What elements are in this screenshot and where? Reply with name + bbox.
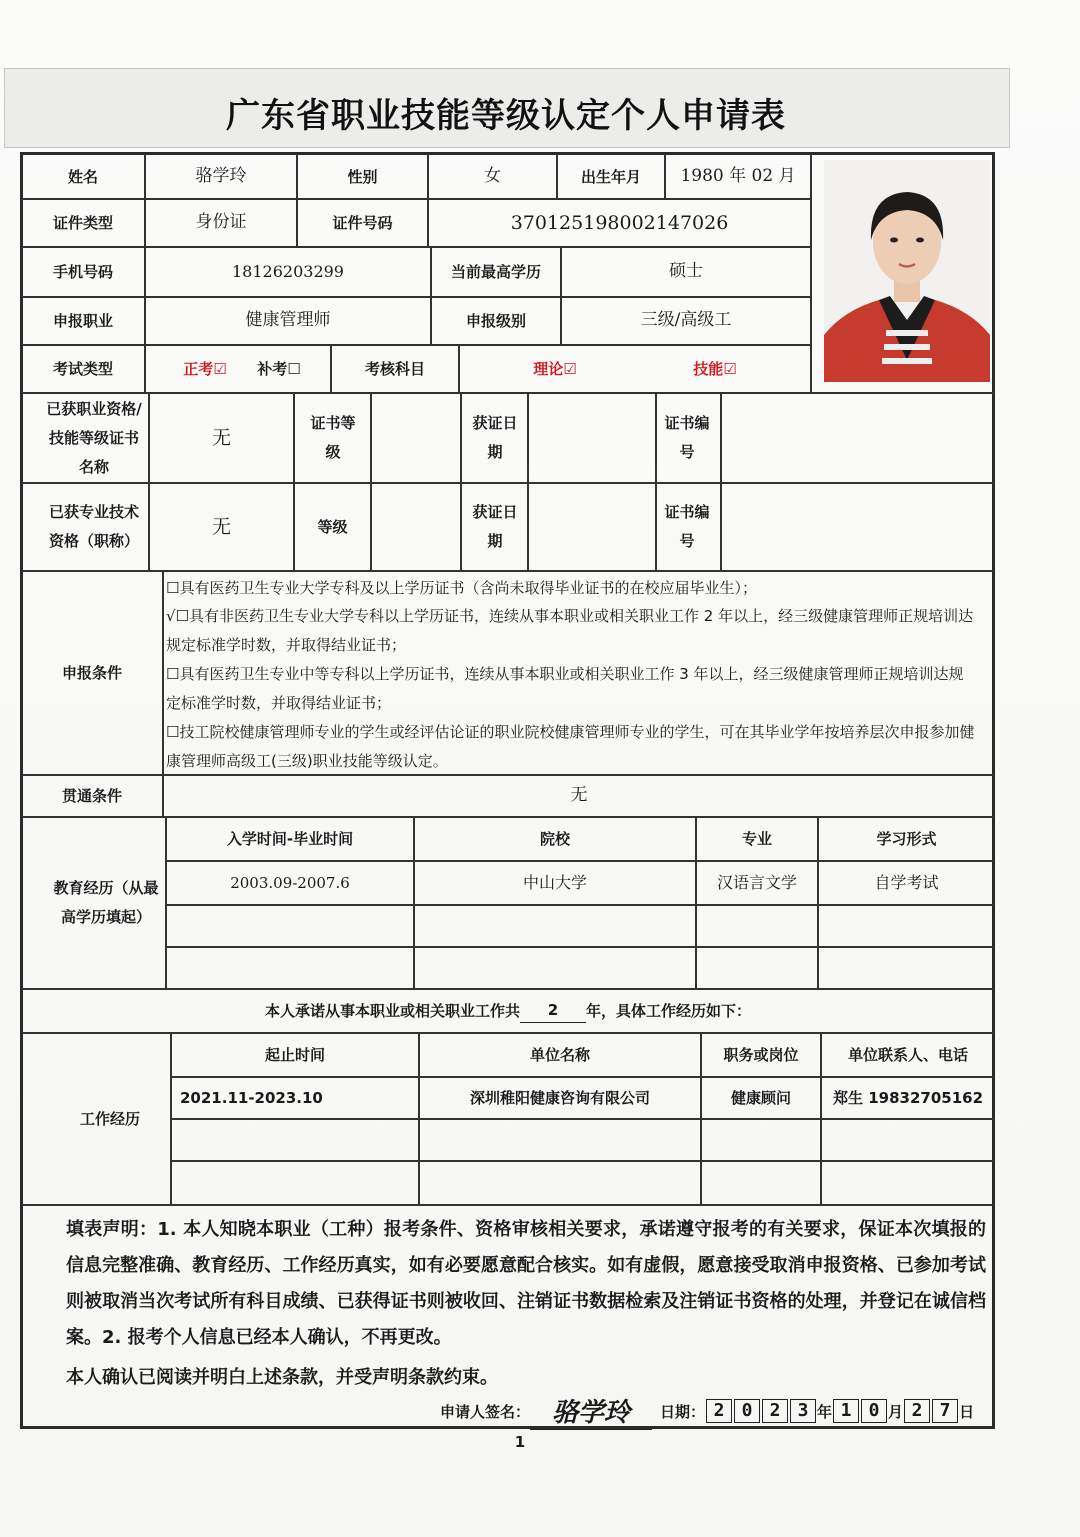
edu-header-mode: 学习形式 <box>876 829 937 848</box>
work-row-company: 深圳稚阳健康咨询有限公司 <box>469 1088 650 1107</box>
work-row-period: 2021.11-2023.10 <box>180 1088 323 1107</box>
grid-line <box>165 904 994 906</box>
year-digit-3: 2 <box>762 1399 788 1423</box>
value-id-no: 370125198002147026 <box>510 211 729 234</box>
value-name: 骆学玲 <box>195 166 247 187</box>
portrait-image <box>824 160 990 382</box>
grid-line <box>170 1118 994 1120</box>
year-unit: 年 <box>817 1402 833 1421</box>
work-promise <box>22 990 994 1032</box>
label-cert2-name: 已获专业技术资格（职称） <box>48 503 139 550</box>
edu-header-major: 专业 <box>741 829 772 848</box>
declaration-text: 填表声明：1. 本人知晓本职业（工种）报考条件、资格审核相关要求，承诺遵守报考的有关要求，保证本次填报的信息完整准确、教育经历、工作经历真实，如有必要愿意配合核实。如有虚假，愿意接受取消申报资格、已参加考试则被取消当次考试所有科目成绩、已获得证书则被收回、注销证书数据检索及注销证书资格的处理，并登记在诚信档案。2. 报考个人信息已经本人确认，不再更改。 <box>66 1219 986 1348</box>
condition-1[interactable]: ☐具有医药卫生专业大学专科及以上学历证书（含尚未取得毕业证书的在校应届毕业生）； <box>166 579 757 597</box>
applicant-signature: 骆学玲 <box>530 1392 652 1430</box>
label-work-history: 工作经历 <box>79 1109 140 1128</box>
edu-header-period: 入学时间-毕业时间 <box>226 829 354 848</box>
signature-row <box>440 1394 990 1428</box>
grid-line <box>655 392 657 572</box>
label-cert-no-2: 证书编号 <box>664 503 710 550</box>
month-digit-1: 1 <box>833 1399 859 1423</box>
checkbox-makeup-exam[interactable]: 补考☐ <box>257 359 301 378</box>
label-id-no: 证件号码 <box>332 213 393 232</box>
label-through: 贯通条件 <box>61 786 122 805</box>
grid-line <box>527 392 529 572</box>
form-title: 广东省职业技能等级认定个人申请表 <box>226 96 786 136</box>
label-gender: 性别 <box>347 167 378 186</box>
label-name: 姓名 <box>67 167 98 186</box>
label-edu-history: 教育经历（从最高学历填起） <box>53 879 159 926</box>
condition-3[interactable]: ☐具有医药卫生专业中等专科以上学历证书，连续从事本职业或相关职业工作 3 年以上，经三级健康管理师正规培训达规定标准学时数，并取得结业证书； <box>166 665 964 712</box>
year-digit-1: 2 <box>706 1399 732 1423</box>
grid-line <box>810 154 812 394</box>
label-cert-no-1: 证书编号 <box>664 414 710 461</box>
page-number: 1 <box>514 1432 526 1451</box>
condition-2[interactable]: √☐具有非医药卫生专业大学专科以上学历证书，连续从事本职业或相关职业工作 2 年以上，经三级健康管理师正规培训达规定标准学时数，并取得结业证书； <box>166 607 974 654</box>
label-level: 申报级别 <box>465 311 526 330</box>
label-exam-subject: 考核科目 <box>364 359 425 378</box>
value-gender: 女 <box>484 166 501 187</box>
checkbox-normal-exam[interactable]: 正考☑ <box>183 359 227 378</box>
label-cert-level: 证书等级 <box>310 414 356 461</box>
value-id-type: 身份证 <box>195 212 247 233</box>
signature-label: 申请人签名： <box>440 1402 531 1421</box>
label-id-type: 证件类型 <box>52 213 113 232</box>
grid-line <box>165 946 994 948</box>
value-level: 三级/高级工 <box>640 310 732 331</box>
work-header-contact: 单位联系人、电话 <box>847 1045 968 1064</box>
year-digit-4: 3 <box>790 1399 816 1423</box>
value-education: 硕士 <box>669 261 703 282</box>
grid-line <box>370 392 372 572</box>
grid-line <box>720 392 722 572</box>
declaration-confirm: 本人确认已阅读并明白上述条款，并受声明条款约束。 <box>66 1367 498 1388</box>
value-through: 无 <box>570 785 588 806</box>
label-grade: 等级 <box>317 517 348 536</box>
day-digit-2: 7 <box>932 1399 958 1423</box>
label-conditions: 申报条件 <box>61 663 122 682</box>
work-promise-after: 年，具体工作经历如下： <box>586 1001 752 1020</box>
label-birth: 出生年月 <box>580 167 641 186</box>
work-promise-before: 本人承诺从事本职业或相关职业工作共 <box>264 1001 520 1020</box>
grid-line <box>22 1204 994 1206</box>
edu-row-period: 2003.09-2007.6 <box>230 873 350 892</box>
work-header-position: 职务或岗位 <box>723 1045 799 1064</box>
checkbox-theory[interactable]: 理论☑ <box>533 359 577 378</box>
label-obtain-date-1: 获证日期 <box>472 414 518 461</box>
label-obtain-date-2: 获证日期 <box>472 503 518 550</box>
value-birth: 1980 年 02 月 <box>680 166 796 187</box>
day-unit: 日 <box>959 1402 975 1421</box>
day-digit-1: 2 <box>904 1399 930 1423</box>
value-cert2-name: 无 <box>211 515 231 538</box>
work-row-contact: 郑生 19832705162 <box>832 1088 984 1107</box>
checkbox-skill[interactable]: 技能☑ <box>693 359 737 378</box>
edu-row-mode: 自学考试 <box>874 873 939 892</box>
work-header-company: 单位名称 <box>529 1045 590 1064</box>
work-years: 2 <box>520 999 586 1023</box>
label-education: 当前最高学历 <box>450 262 541 281</box>
month-unit: 月 <box>888 1402 904 1421</box>
grid-line <box>460 392 462 572</box>
edu-row-major: 汉语言文学 <box>716 873 797 892</box>
edu-row-school: 中山大学 <box>522 873 587 892</box>
edu-header-school: 院校 <box>539 829 570 848</box>
value-occupation: 健康管理师 <box>245 310 331 331</box>
year-digit-2: 0 <box>734 1399 760 1423</box>
value-phone: 18126203299 <box>232 262 344 281</box>
month-digit-2: 0 <box>861 1399 887 1423</box>
value-cert1-name: 无 <box>211 426 231 449</box>
work-row-position: 健康顾问 <box>730 1088 791 1107</box>
label-phone: 手机号码 <box>52 262 113 281</box>
label-exam-type: 考试类型 <box>52 359 113 378</box>
label-cert1-name: 已获职业资格/技能等级证书名称 <box>46 399 142 476</box>
label-occupation: 申报职业 <box>52 311 113 330</box>
condition-4[interactable]: ☐技工院校健康管理师专业的学生或经评估论证的职业院校健康管理师专业的学生，可在其毕业学年按培养层次申报参加健康管理师高级工(三级)职业技能等级认定。 <box>166 723 975 770</box>
grid-line <box>22 570 994 572</box>
work-header-period: 起止时间 <box>264 1045 325 1064</box>
applicant-photo <box>824 160 990 382</box>
grid-line <box>458 344 460 394</box>
date-label: 日期： <box>660 1402 706 1421</box>
grid-line <box>170 1160 994 1162</box>
